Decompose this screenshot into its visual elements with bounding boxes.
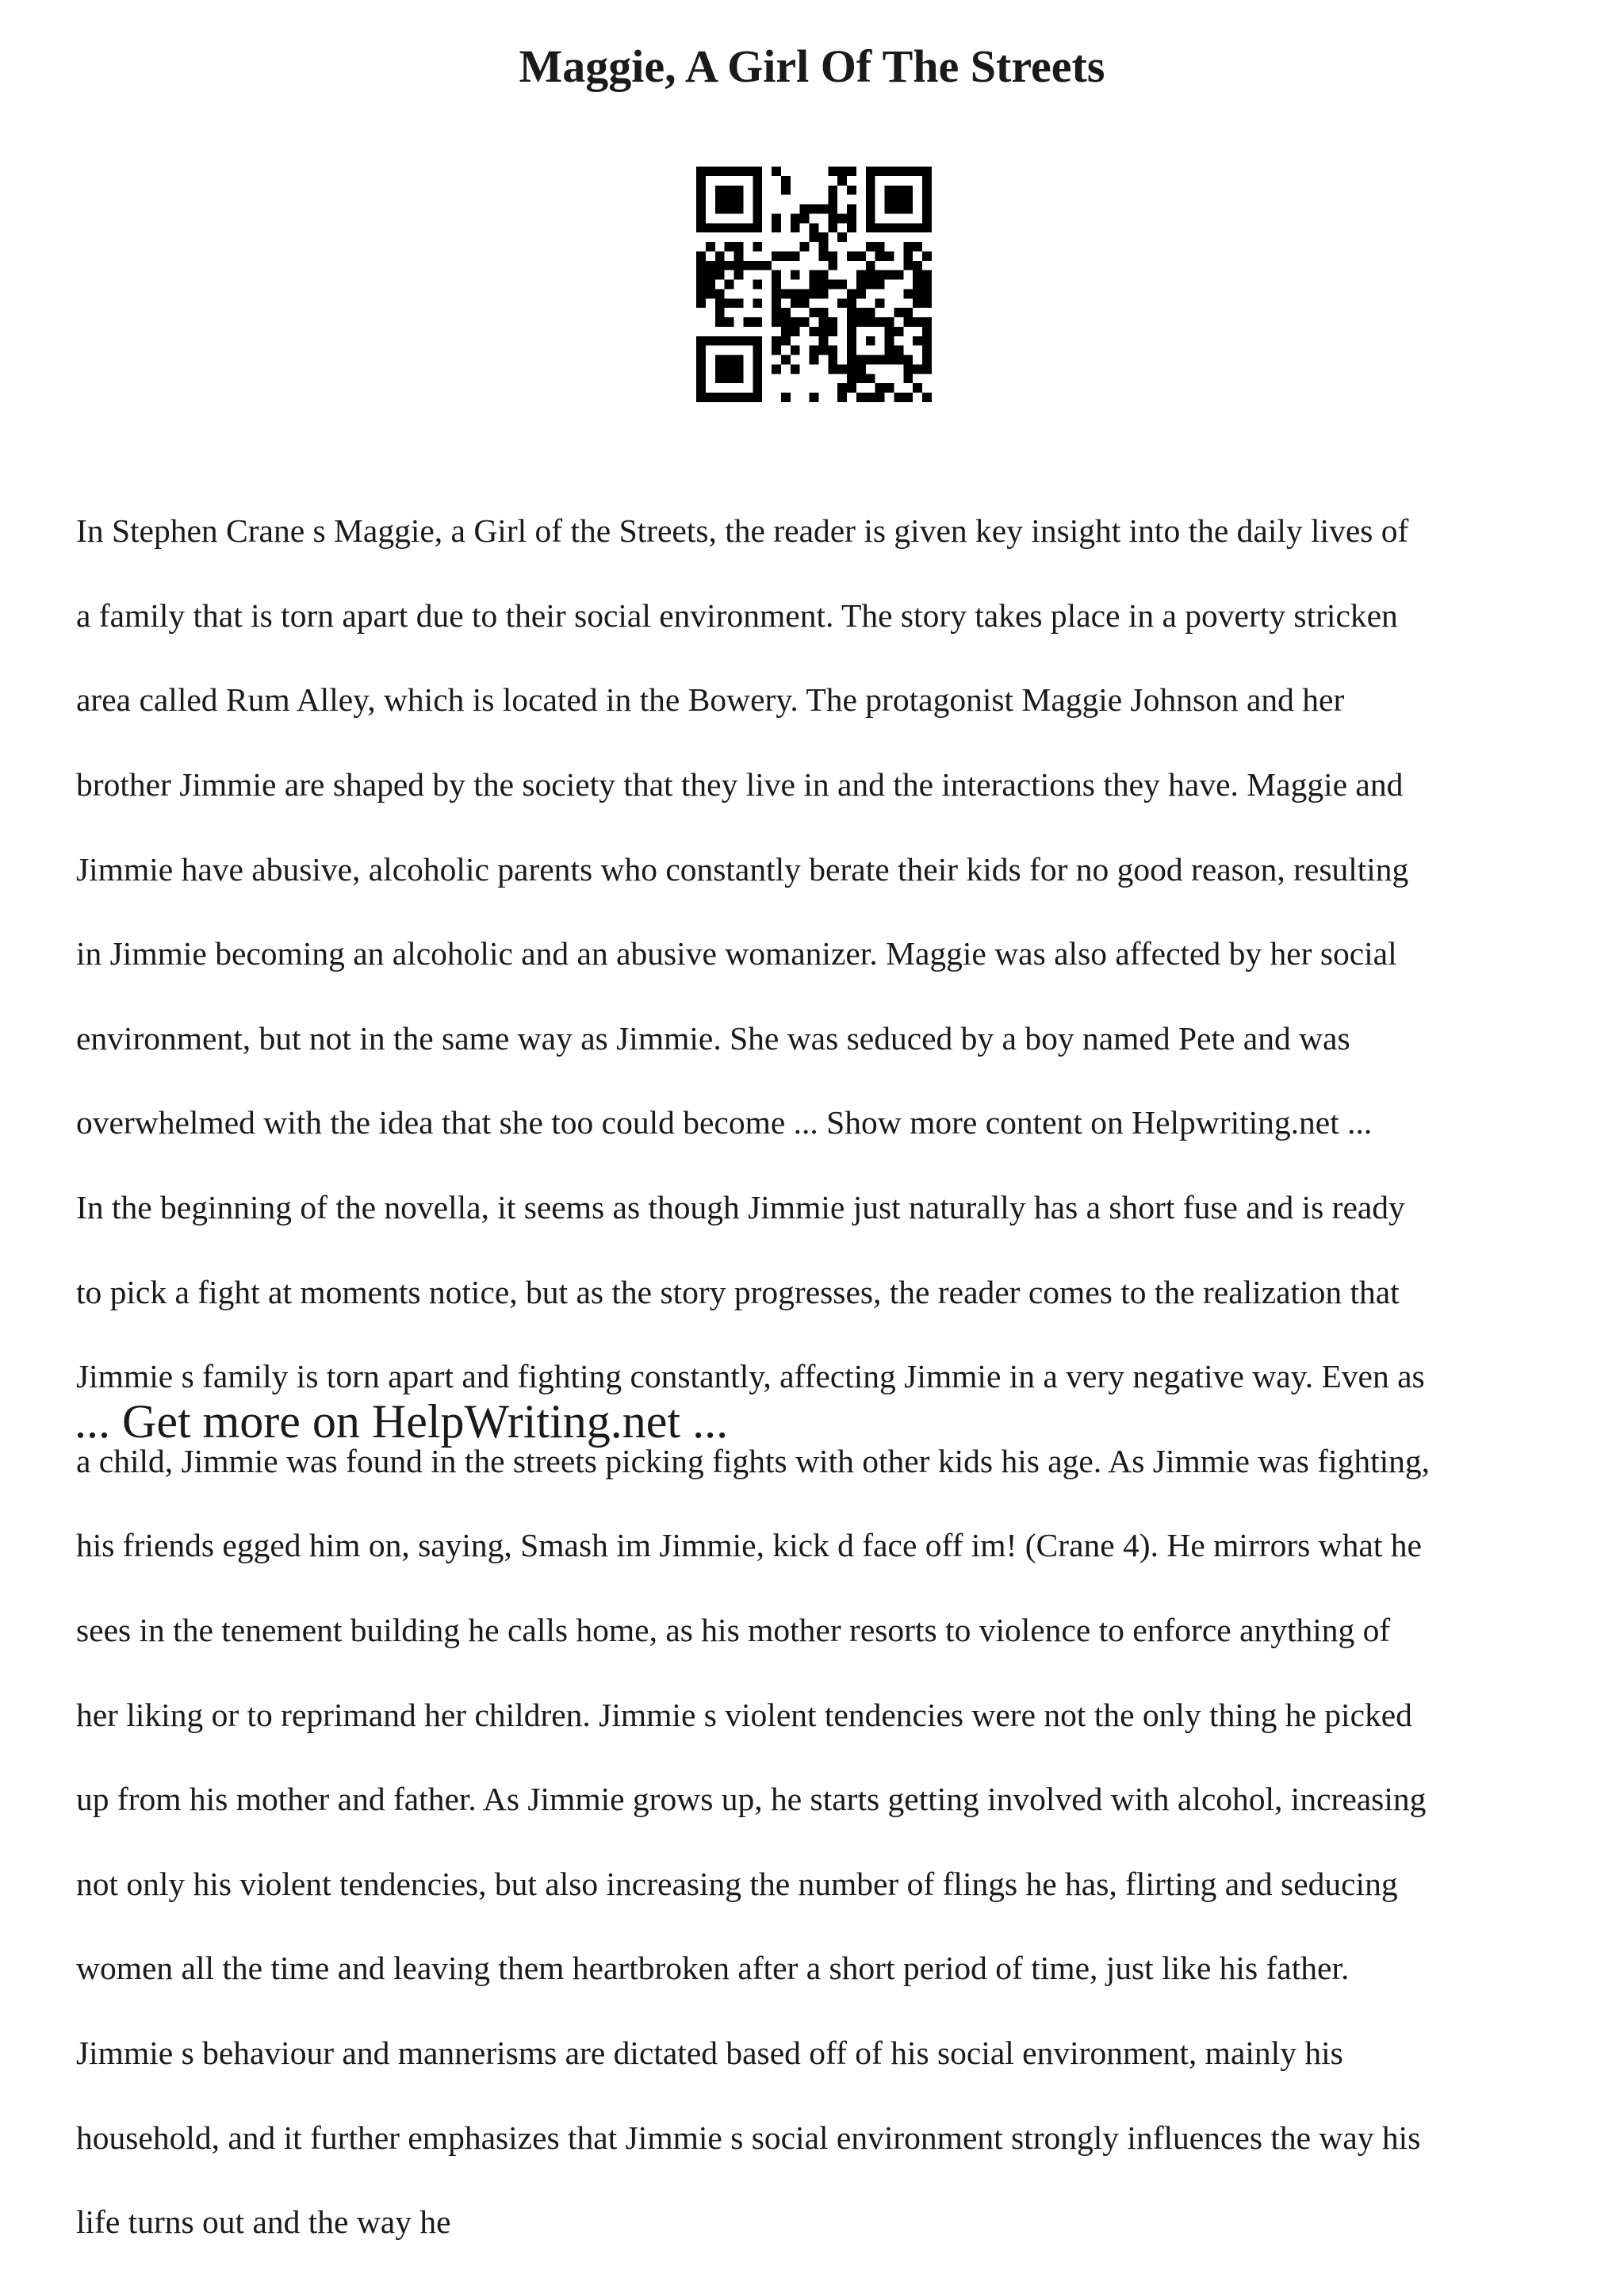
body-line: women all the time and leaving them heartbroken after a short period of time, just like his father. <box>76 1950 1350 1987</box>
body-line: her liking or to reprimand her children. Jimmie s violent tendencies were not the only thing he picked <box>76 1696 1412 1733</box>
body-line: In Stephen Crane s Maggie, a Girl of the Streets, the reader is given key insight into the daily lives of <box>76 512 1409 550</box>
body-line: sees in the tenement building he calls home, as his mother resorts to violence to enforce anything of <box>76 1612 1391 1649</box>
body-line: to pick a fight at moments notice, but as the story progresses, the reader comes to the realization that <box>76 1273 1400 1310</box>
body-line: household, and it further emphasizes that Jimmie s social environment strongly influences the way his <box>76 2119 1421 2156</box>
body-line: Jimmie s behaviour and mannerisms are dictated based off of his social environment, mainly his <box>76 2034 1343 2071</box>
body-line: not only his violent tendencies, but also increasing the number of flings he has, flirting and seducing <box>76 1865 1398 1902</box>
body-line: area called Rum Alley, which is located in the Bowery. The protagonist Maggie Johnson and her <box>76 681 1345 719</box>
body-line: a child, Jimmie was found in the streets picking fights with other kids his age. As Jimmie was fighting, <box>76 1442 1431 1479</box>
get-more-link[interactable]: ... Get more on HelpWriting.net ... <box>75 1395 729 1448</box>
body-line: life turns out and the way he <box>76 2204 451 2241</box>
body-line: a family that is torn apart due to their social environment. The story takes place in a poverty stricken <box>76 596 1398 634</box>
body-line: In the beginning of the novella, it seems as though Jimmie just naturally has a short fuse and is ready <box>76 1189 1405 1226</box>
body-line: Jimmie have abusive, alcoholic parents who constantly berate their kids for no good reason, resulting <box>76 850 1409 888</box>
body-line: in Jimmie becoming an alcoholic and an abusive womanizer. Maggie was also affected by her social <box>76 935 1397 972</box>
document-title: Maggie, A Girl Of The Streets <box>519 40 1105 92</box>
body-line: Jimmie s family is torn apart and fighting constantly, affecting Jimmie in a very negative way. Even as <box>76 1358 1425 1395</box>
body-line: environment, but not in the same way as Jimmie. She was seduced by a boy named Pete and was <box>76 1019 1350 1057</box>
body-line: overwhelmed with the idea that she too could become ... Show more content on Helpwriting.net ... <box>76 1104 1373 1141</box>
body-line: his friends egged him on, saying, Smash im Jimmie, kick d face off im! (Crane 4). He mirrors what he <box>76 1527 1422 1564</box>
body-line: up from his mother and father. As Jimmie grows up, he starts getting involved with alcohol, increasing <box>76 1781 1427 1818</box>
body-line: brother Jimmie are shaped by the society that they live in and the interactions they have. Maggie and <box>76 766 1404 804</box>
qr-code-icon <box>696 167 932 402</box>
article-body <box>76 468 1559 2286</box>
